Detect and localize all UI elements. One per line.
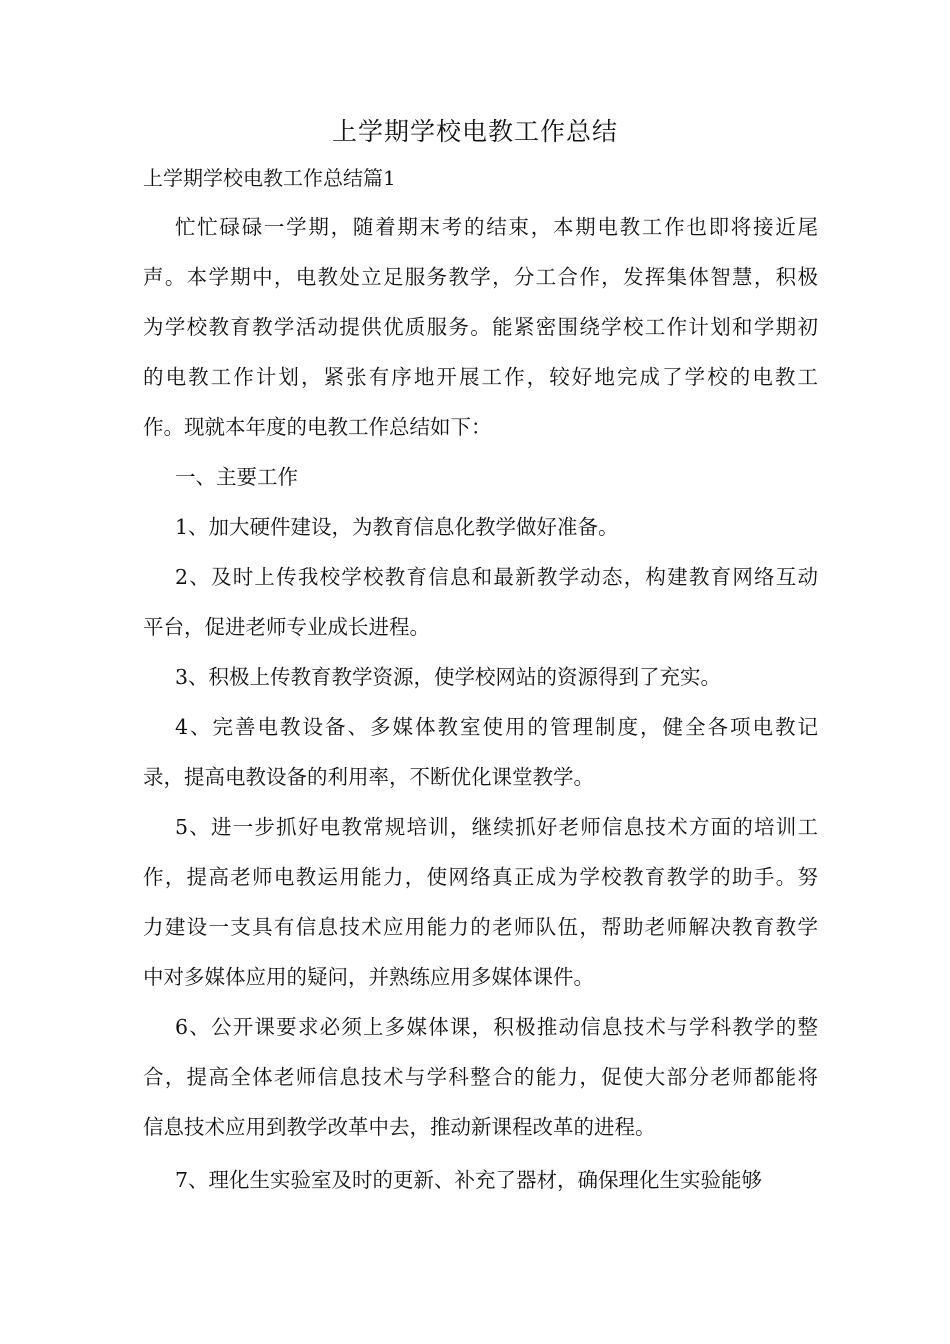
paragraph-line: 为学校教育教学活动提供优质服务。能紧密围绕学校工作计划和学期初	[143, 315, 818, 339]
list-item-continuation: 合，提高全体老师信息技术与学科整合的能力，促使大部分老师都能将	[143, 1065, 818, 1089]
list-item: 5、进一步抓好电教常规培训，继续抓好老师信息技术方面的培训工	[175, 815, 818, 839]
section-heading: 一、主要工作	[175, 465, 298, 489]
list-item-continuation: 录，提高电教设备的利用率，不断优化课堂教学。	[143, 765, 594, 789]
list-item-continuation: 平台，促进老师专业成长进程。	[143, 615, 430, 639]
paragraph-line: 忙忙碌碌一学期，随着期末考的结束，本期电教工作也即将接近尾	[175, 215, 818, 239]
paragraph-line: 声。本学期中，电教处立足服务教学，分工合作，发挥集体智慧，积极	[143, 265, 818, 289]
list-item-continuation: 信息技术应用到教学改革中去，推动新课程改革的进程。	[143, 1115, 656, 1139]
paragraph-line: 的电教工作计划，紧张有序地开展工作，较好地完成了学校的电教工	[143, 365, 818, 389]
list-item: 7、理化生实验室及时的更新、补充了器材，确保理化生实验能够	[175, 1168, 763, 1192]
list-item: 6、公开课要求必须上多媒体课，积极推动信息技术与学科教学的整	[175, 1015, 818, 1039]
paragraph-line: 作。现就本年度的电教工作总结如下：	[143, 415, 492, 439]
list-item: 2、及时上传我校学校教育信息和最新教学动态，构建教育网络互动	[175, 565, 818, 589]
document-title: 上学期学校电教工作总结	[331, 117, 618, 146]
list-item-continuation: 中对多媒体应用的疑问，并熟练应用多媒体课件。	[143, 965, 594, 989]
document-subtitle: 上学期学校电教工作总结篇1	[143, 166, 396, 190]
list-item-continuation: 作，提高老师电教运用能力，使网络真正成为学校教育教学的助手。努	[143, 865, 818, 889]
list-item: 1、加大硬件建设，为教育信息化教学做好准备。	[175, 515, 619, 539]
list-item-continuation: 力建设一支具有信息技术应用能力的老师队伍，帮助老师解决教育教学	[143, 915, 818, 939]
list-item: 3、积极上传教育教学资源，使学校网站的资源得到了充实。	[175, 665, 722, 689]
list-item: 4、完善电教设备、多媒体教室使用的管理制度，健全各项电教记	[175, 715, 818, 739]
